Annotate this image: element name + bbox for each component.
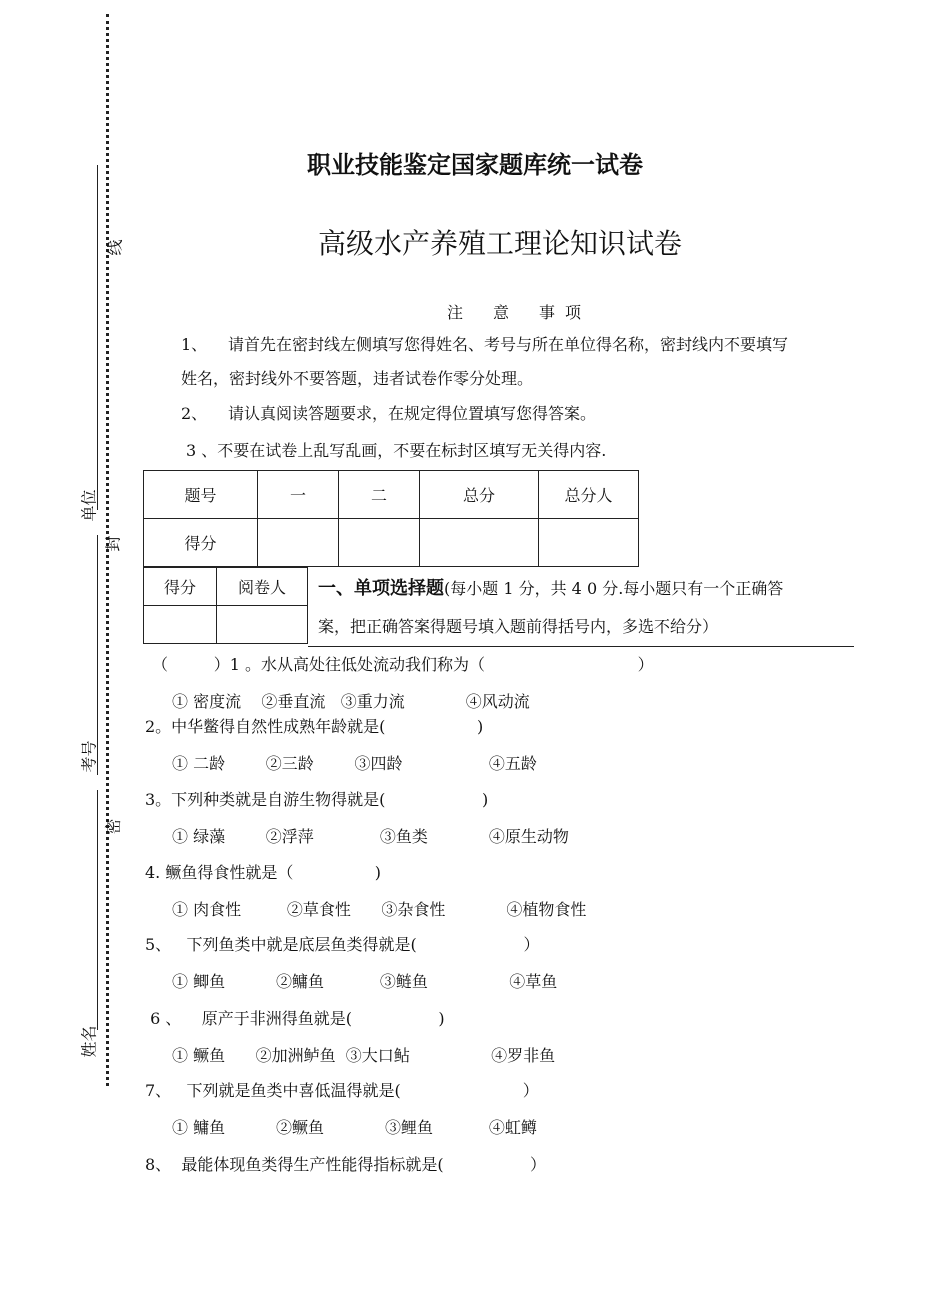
question-stem: 7、 下列就是鱼类中喜低温得就是( ） (145, 1081, 539, 1100)
question-stem: 6 、 原产于非洲得鱼就是( ) (145, 1009, 445, 1028)
seal-label-feng: 封 (103, 535, 123, 552)
score-row-label: 得分 (144, 519, 258, 567)
question-stem: 8、 最能体现鱼类得生产性能得指标就是( ） (145, 1155, 547, 1174)
score-header-cell: 总分 (420, 471, 539, 519)
instruction-1-line2: 姓名，密封线外不要答题，违者试卷作零分处理。 (181, 369, 534, 388)
question-stem: 5、 下列鱼类中就是底层鱼类得就是( ） (145, 935, 540, 954)
score-header-cell: 题号 (144, 471, 258, 519)
grader-score-header: 得分 (144, 568, 217, 606)
section-desc-line1: (每小题 1 分，共 4 0 分.每小题只有一个正确答 (444, 579, 784, 598)
question-stem: 2。中华鳖得自然性成熟年龄就是( ) (145, 717, 484, 736)
seal-label-xian: 线 (105, 239, 125, 256)
section-title: 一、单项选择题 (318, 578, 444, 599)
question-stem: 4. 鳜鱼得食性就是（ ) (145, 863, 381, 882)
grader-name-header: 阅卷人 (217, 568, 308, 606)
question-options: ① 密度流 ②垂直流 ③重力流 ④风动流 (172, 692, 530, 711)
question-stem: （ ）1 。水从高处往低处流动我们称为（ ） (152, 655, 654, 674)
grader-name-cell[interactable] (217, 606, 308, 644)
exam-number-underline (97, 535, 98, 775)
exam-number-label: 考号 (79, 740, 99, 773)
unit-underline (97, 165, 98, 510)
notice-char: 意 (492, 303, 511, 322)
seal-label-mi: 密 (103, 818, 123, 835)
score-input-cell[interactable] (258, 519, 339, 567)
question-options: ① 肉食性 ②草食性 ③杂食性 ④植物食性 (172, 900, 587, 919)
exam-title: 职业技能鉴定国家题库统一试卷 (307, 151, 643, 179)
instruction-3: 3 、不要在试卷上乱写乱画，不要在标封区填写无关得内容. (186, 441, 607, 460)
notice-heading (0, 300, 950, 323)
question-options: ① 鳜鱼 ②加洲鲈鱼 ③大口鲇 ④罗非鱼 (172, 1046, 556, 1065)
instruction-2-text: 请认真阅读答题要求，在规定得位置填写您得答案。 (228, 404, 597, 423)
name-label: 姓名 (79, 1025, 99, 1058)
score-header-cell: 总分人 (539, 471, 639, 519)
instruction-1-number: 1、 (181, 335, 208, 354)
score-input-cell[interactable] (420, 519, 539, 567)
score-header-cell: 一 (258, 471, 339, 519)
section-desc-line2: 案，把正确答案得题号填入题前得括号内，多选不给分） (318, 617, 719, 636)
question-options: ① 鳙鱼 ②鳜鱼 ③鲤鱼 ④虹鳟 (172, 1118, 537, 1137)
score-input-cell[interactable] (539, 519, 639, 567)
notice-char: 事 (539, 303, 558, 322)
instruction-2-number: 2、 (181, 404, 208, 423)
question-stem: 3。下列种类就是自游生物得就是( ) (145, 790, 489, 809)
section-divider (308, 646, 854, 647)
question-options: ① 二龄 ②三龄 ③四龄 ④五龄 (172, 754, 537, 773)
score-header-cell: 二 (339, 471, 420, 519)
question-options: ① 鲫鱼 ②鳙鱼 ③鲢鱼 ④草鱼 (172, 972, 558, 991)
section-heading (318, 570, 858, 646)
notice-char: 注 (446, 303, 465, 322)
exam-subtitle: 高级水产养殖工理论知识试卷 (317, 227, 682, 260)
question-options: ① 绿藻 ②浮萍 ③鱼类 ④原生动物 (172, 827, 569, 846)
score-input-cell[interactable] (339, 519, 420, 567)
unit-label: 单位 (79, 489, 99, 522)
notice-char: 项 (565, 303, 584, 322)
grader-score-cell[interactable] (144, 606, 217, 644)
instruction-1-line1: 请首先在密封线左侧填写您得姓名、考号与所在单位得名称，密封线内不要填写 (228, 335, 789, 354)
name-underline (97, 790, 98, 1030)
score-table (143, 470, 639, 567)
grader-table (143, 567, 308, 644)
